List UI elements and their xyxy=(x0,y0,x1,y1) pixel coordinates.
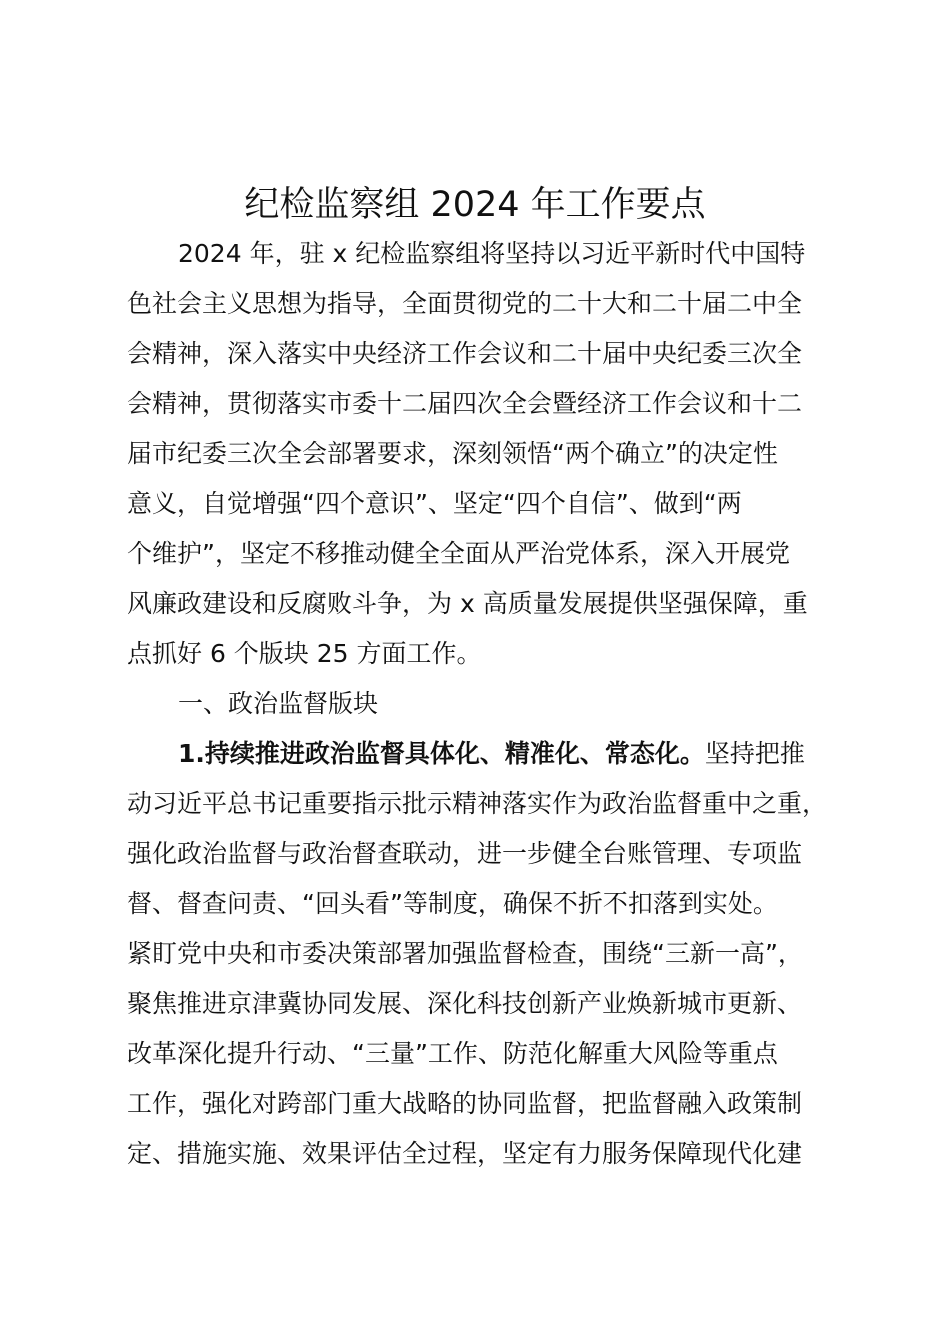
paragraph-line: 定、措施实施、效果评估全过程，坚定有力服务保障现代化建 xyxy=(127,1139,803,1168)
item-heading-rest: 坚持把推 xyxy=(704,739,805,768)
paragraph-line: 聚焦推进京津冀协同发展、深化科技创新产业焕新城市更新、 xyxy=(127,989,803,1018)
paragraph-line: 工作，强化对跨部门重大战略的协同监督，把监督融入政策制 xyxy=(127,1089,803,1118)
paragraph-line: 色社会主义思想为指导，全面贯彻党的二十大和二十届二中全 xyxy=(127,289,803,318)
paragraph-line: 督、督查问责、“回头看”等制度，确保不折不扣落到实处。 xyxy=(127,889,778,918)
document-title: 纪检监察组 2024 年工作要点 xyxy=(244,185,706,225)
paragraph-line: 意义，自觉增强“四个意识”、坚定“四个自信”、做到“两 xyxy=(127,489,742,518)
paragraph-line: 个维护”，坚定不移推动健全全面从严治党体系，深入开展党 xyxy=(127,539,790,568)
item-heading-bold: 1.持续推进政治监督具体化、精准化、常态化。 xyxy=(178,739,705,768)
document-body xyxy=(127,229,843,1179)
paragraph-line: 风廉政建设和反腐败斗争，为 x 高质量发展提供坚强保障，重 xyxy=(127,589,808,618)
paragraph-line: 届市纪委三次全会部署要求，深刻领悟“两个确立”的决定性 xyxy=(127,439,778,468)
paragraph-line: 点抓好 6 个版块 25 方面工作。 xyxy=(127,639,482,668)
paragraph-line: 会精神，贯彻落实市委十二届四次全会暨经济工作会议和十二 xyxy=(127,389,803,418)
paragraph-line: 改革深化提升行动、“三量”工作、防范化解重大风险等重点 xyxy=(127,1039,778,1068)
paragraph-line: 动习近平总书记重要指示批示精神落实作为政治监督重中之重， xyxy=(127,789,828,818)
paragraph-line: 会精神，深入落实中央经济工作会议和二十届中央纪委三次全 xyxy=(127,339,803,368)
paragraph-line: 紧盯党中央和市委决策部署加强监督检查，围绕“三新一高”， xyxy=(127,939,803,968)
item-first-line xyxy=(127,729,843,779)
paragraph-line: 强化政治监督与政治督查联动，进一步健全台账管理、专项监 xyxy=(127,839,803,868)
paragraph-line: 2024 年，驻 x 纪检监察组将坚持以习近平新时代中国特 xyxy=(178,239,806,268)
section-heading: 一、政治监督版块 xyxy=(178,689,379,718)
